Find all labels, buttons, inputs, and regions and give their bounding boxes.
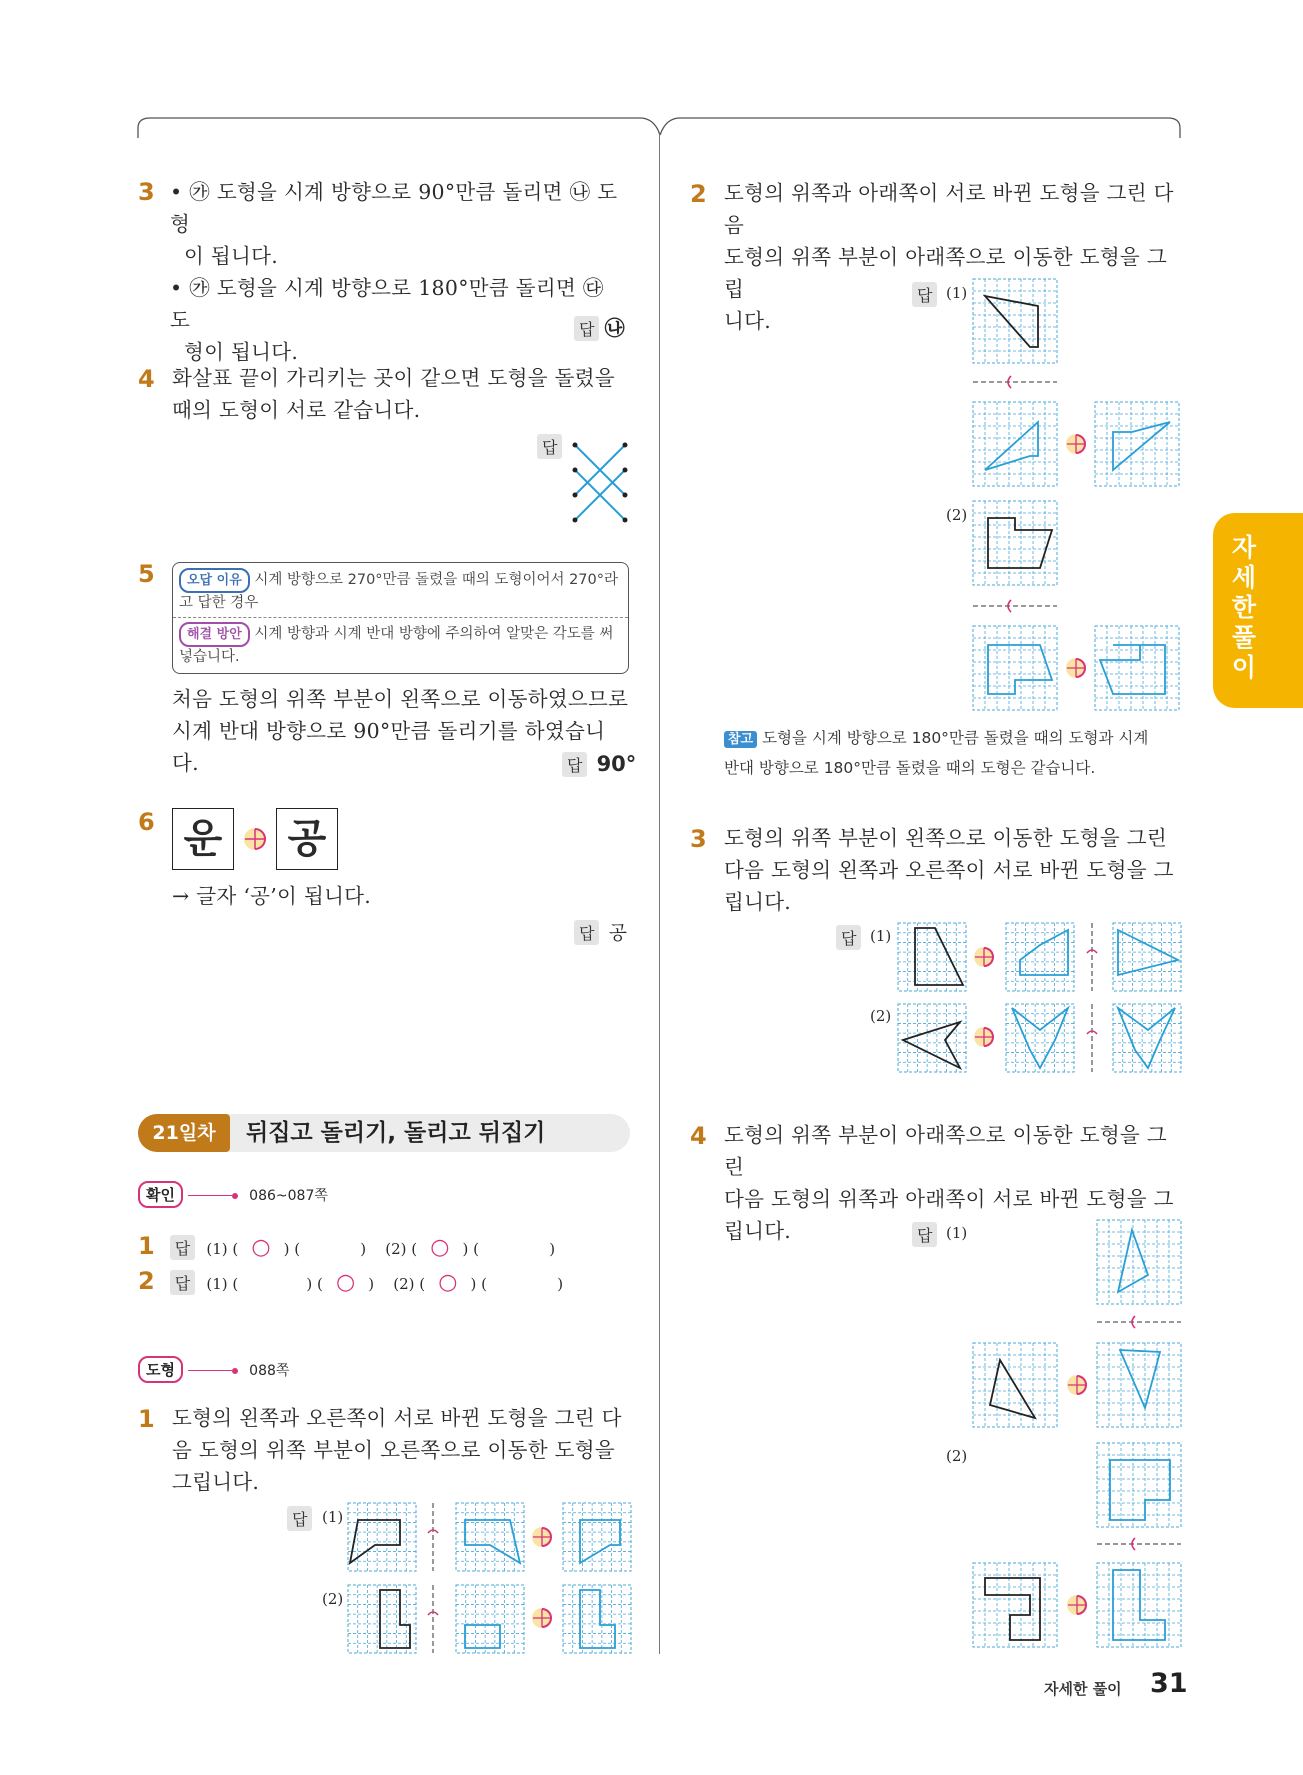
dot-grid: [1095, 626, 1179, 710]
sub-label: (2): [870, 1007, 892, 1025]
question-6-text: → 글자 ‘공’이 됩니다.: [172, 884, 372, 908]
dot-grid: [1097, 1343, 1181, 1427]
sub-label: (2): [946, 506, 968, 524]
paren: (2) (: [393, 1275, 426, 1293]
shape-pages: 088쪽: [249, 1363, 290, 1379]
dot-grid: [1113, 1004, 1181, 1072]
solution-tag: 해결 방안: [179, 622, 250, 647]
answer-label: 답: [836, 925, 861, 950]
paren: ): [549, 1240, 556, 1258]
question-number: 2: [690, 180, 707, 208]
wrong-reason-tag: 오답 이유: [179, 568, 250, 593]
solution-text-2: 넣습니다.: [179, 649, 240, 665]
question-number: 4: [690, 1122, 707, 1150]
circle-mark: ○: [251, 1235, 271, 1260]
check-tag: 확인: [138, 1181, 183, 1208]
paren: ): [360, 1240, 367, 1258]
shape-question-1-text: 도형의 왼쪽과 오른쪽이 서로 바뀐 도형을 그린 다 음 도형의 위쪽 부분이 오른쪽으로 이동한 도형을 그립니다.: [172, 1406, 622, 1494]
shape-outline: [1118, 1008, 1175, 1068]
reference-tag: 참고: [724, 731, 757, 748]
dot-grid: [1095, 402, 1179, 486]
answer-label: 답: [170, 1235, 195, 1260]
answer-value: 공: [608, 922, 627, 944]
shape-outline: [380, 1590, 410, 1648]
sub-label: (1): [322, 1508, 344, 1526]
shape-outline: [580, 1590, 615, 1648]
question-3-text: • ㉮ 도형을 시계 방향으로 90°만큼 돌리면 ㉯ 도형 이 됩니다. • ㉮ 도형을 시계 방향으로 180°만큼 돌리면 ㉰ 도 형이 됩니다.: [170, 180, 618, 364]
wrong-reason-text-2: 고 답한 경우: [179, 595, 259, 611]
sub-label: (1): [870, 927, 892, 945]
dot-grid: [1006, 1004, 1074, 1072]
dot-grid: [1097, 1220, 1181, 1304]
section-title: 뒤집고 돌리기, 돌리고 뒤집기: [246, 1120, 546, 1146]
paren: ) (: [306, 1275, 323, 1293]
circle-mark: ○: [438, 1270, 458, 1295]
answer-label: 답: [537, 434, 562, 459]
side-tab-char: 이: [1231, 653, 1257, 682]
paren: ): [557, 1275, 564, 1293]
sub-label: (2): [946, 1447, 968, 1465]
dot-grid: [348, 1503, 416, 1571]
side-tab-char: 세: [1231, 563, 1257, 592]
question-number: 6: [138, 808, 155, 836]
circle-mark: ○: [336, 1270, 356, 1295]
dot-grid: [973, 279, 1057, 363]
paren: ) (: [470, 1275, 487, 1293]
dot-grid: [1097, 1563, 1181, 1647]
shape-outline: [903, 1022, 960, 1068]
shape-outline: [915, 928, 963, 985]
wrong-reason-text: 시계 방향으로 270°만큼 돌렸을 때의 도형이어서 270°라: [254, 572, 619, 588]
answer-label: 답: [574, 316, 599, 341]
dot-grid: [973, 501, 1057, 585]
paren: ) (: [283, 1240, 301, 1258]
char-box-result: 공: [276, 808, 338, 870]
answer-value: ㉯: [604, 316, 625, 340]
shape-outline: [988, 645, 1052, 694]
paren: (1) (: [206, 1240, 239, 1258]
paren: ): [368, 1275, 375, 1293]
reference-text-2: 반대 방향으로 180°만큼 돌렸을 때의 도형은 같습니다.: [724, 759, 1096, 777]
side-tab-char: 풀: [1231, 623, 1257, 652]
dot-grid: [898, 923, 966, 991]
answer-label: 답: [562, 752, 587, 777]
side-tab-char: 자: [1231, 533, 1257, 562]
question-5-text: 처음 도형의 위쪽 부분이 왼쪽으로 이동하였으므로 시계 반대 방향으로 90°만큼 돌리기를 하였습니다.: [172, 687, 629, 775]
row-number: 1: [138, 1232, 155, 1260]
question-4r-text: 도형의 위쪽 부분이 아래쪽으로 이동한 도형을 그린 다음 도형의 위쪽과 아래쪽이 서로 바뀐 도형을 그 립니다.: [724, 1123, 1174, 1243]
shape-outline: [1113, 422, 1170, 470]
footer-label: 자세한 풀이: [1044, 1680, 1122, 1698]
answer-label: 답: [287, 1506, 312, 1531]
question-number: 3: [690, 825, 707, 853]
shape-outline: [985, 422, 1038, 470]
question-number: 1: [138, 1405, 155, 1433]
dot-grid: [563, 1585, 631, 1653]
dot-grid: [973, 1563, 1057, 1647]
check-pages: 086~087쪽: [249, 1188, 328, 1204]
shape-tag: 도형: [138, 1356, 183, 1383]
paren: (2) (: [385, 1240, 418, 1258]
paren: ) (: [462, 1240, 479, 1258]
sub-label: (2): [322, 1590, 344, 1608]
question-4-text: 화살표 끝이 가리키는 곳이 같으면 도형을 돌렸을 때의 도형이 서로 같습니다.: [172, 366, 615, 422]
question-3r-text: 도형의 위쪽 부분이 왼쪽으로 이동한 도형을 그린 다음 도형의 왼쪽과 오른쪽이 서로 바뀐 도형을 그 립니다.: [724, 826, 1174, 914]
reference-text-1: 도형을 시계 방향으로 180°만큼 돌렸을 때의 도형과 시계: [762, 729, 1149, 747]
dot-grid: [973, 626, 1057, 710]
sub-label: (1): [946, 284, 968, 302]
solution-text: 시계 방향과 시계 반대 방향에 주의하여 알맞은 각도를 써: [254, 626, 614, 642]
question-number: 5: [138, 560, 155, 588]
dot-grid: [456, 1585, 524, 1653]
page-number: 31: [1150, 1668, 1188, 1699]
side-tab: [1213, 513, 1303, 708]
dot-grid: [348, 1585, 416, 1653]
paren: (1) (: [206, 1275, 239, 1293]
question-number: 4: [138, 365, 155, 393]
shape-outline: [988, 518, 1052, 568]
shape-outline: [1110, 1460, 1170, 1520]
answer-label: 답: [912, 282, 937, 307]
side-tab-char: 한: [1231, 593, 1257, 622]
answer-value: 90°: [596, 752, 637, 776]
answer-label: 답: [170, 1270, 195, 1295]
row-number: 2: [138, 1267, 155, 1295]
shape-outline: [1012, 1008, 1068, 1068]
question-2-text: 도형의 위쪽과 아래쪽이 서로 바뀐 도형을 그린 다음 도형의 위쪽 부분이 아래쪽으로 이동한 도형을 그립 니다.: [724, 181, 1174, 333]
circle-mark: ○: [430, 1235, 450, 1260]
char-box-original: 운: [172, 808, 234, 870]
sub-label: (1): [946, 1224, 968, 1242]
section-day-badge: 21일차: [138, 1114, 230, 1152]
question-number: 3: [138, 178, 155, 206]
answer-label: 답: [912, 1222, 937, 1247]
answer-label: 답: [574, 920, 599, 945]
